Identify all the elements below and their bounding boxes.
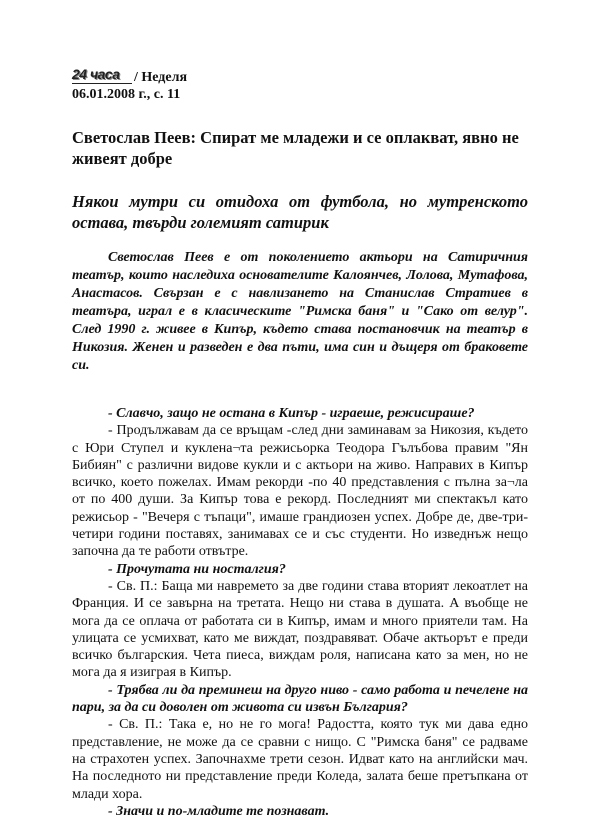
article-title: Светослав Пеев: Спират ме младежи и се оплакват, явно не живеят добре <box>72 128 519 168</box>
interview-answer: - Св. П.: Така е, но не го мога! Радостта, която тук ми дава едно представление, не може да се сравни с нищо. С "Римска баня" се радваме на страхотен успех. Започнахме трети сезон. Идват като на английски мач. На последното ни представление преди Коледа, залата беше претъпкана от млади хора. <box>72 717 528 802</box>
interview-answer: - Св. П.: Баща ми навремето за две години става вторият лекоатлет на Франция. И се завърна на третата. Нещо ни става в душата. А въобще не мога да се оплача от работата си в Кипър, имам и много приятели там. На улицата се усмихват, като ме виждат, поздравяват. Обаче актьорът е преди всичко българския. Чета пиеса, виждам роля, написана като за мен, но не мога да я изиграя в Кипър. <box>72 578 528 681</box>
logo-underline <box>72 83 132 84</box>
document-page <box>72 62 528 820</box>
interview-question: - Трябва ли да преминеш на друго ниво - само работа и печелене на пари, за да си доволен от живота си извън България? <box>72 682 528 716</box>
interview-question: - Славчо, защо не остана в Кипър - играеше, режисираше? <box>108 406 475 421</box>
interview-body <box>72 405 528 820</box>
newspaper-logo-text: 24 часа <box>72 66 120 82</box>
newspaper-logo <box>72 66 132 86</box>
interview-question: - Значи и по-младите те познават. <box>108 803 330 819</box>
date-and-page: 06.01.2008 г., с. 11 <box>72 87 181 102</box>
article-lede: Светослав Пеев е от поколението актьори на Сатиричния театър, които наследиха основателите Калоянчев, Лолова, Мутафова, Анастасов. Свързан е с навлизането на Станислав Стратиев в театъра, играл е в класическите "Римска баня" и "Сако от велур". След 1990 г. живее в Кипър, където става постановчик на театър в Никозия. Женен и разведен е два пъти, има син и дъщеря от браковете си. <box>72 250 528 373</box>
weekday: / Неделя <box>134 70 188 85</box>
interview-answer: - Продължавам да се връщам -след дни заминавам за Никозия, където с Юри Ступел и куклена¬та режисьорка Теодора Гълъбова правим "Ян Бибиян" с различни видове кукли и с актьори на живо. Направих в Кипър всичко, което пожелах. Имам рекорди -по 40 представления с пълна за¬ла от по 400 души. За Кипър това е рекорд. Последният ми спектакъл като режисьор - "Вечеря с тъпаци", имаше грандиозен успех. Добре де, две-три-четири години поставях, занимавах се и със студенти. Но изведнъж нещо започна да те работи отвътре. <box>72 423 528 560</box>
masthead <box>72 62 528 86</box>
interview-question: - Прочутата ни носталгия? <box>108 561 286 577</box>
article-subtitle: Някои мутри си отидоха от футбола, но мутренското остава, твърди големият сатирик <box>72 192 528 232</box>
